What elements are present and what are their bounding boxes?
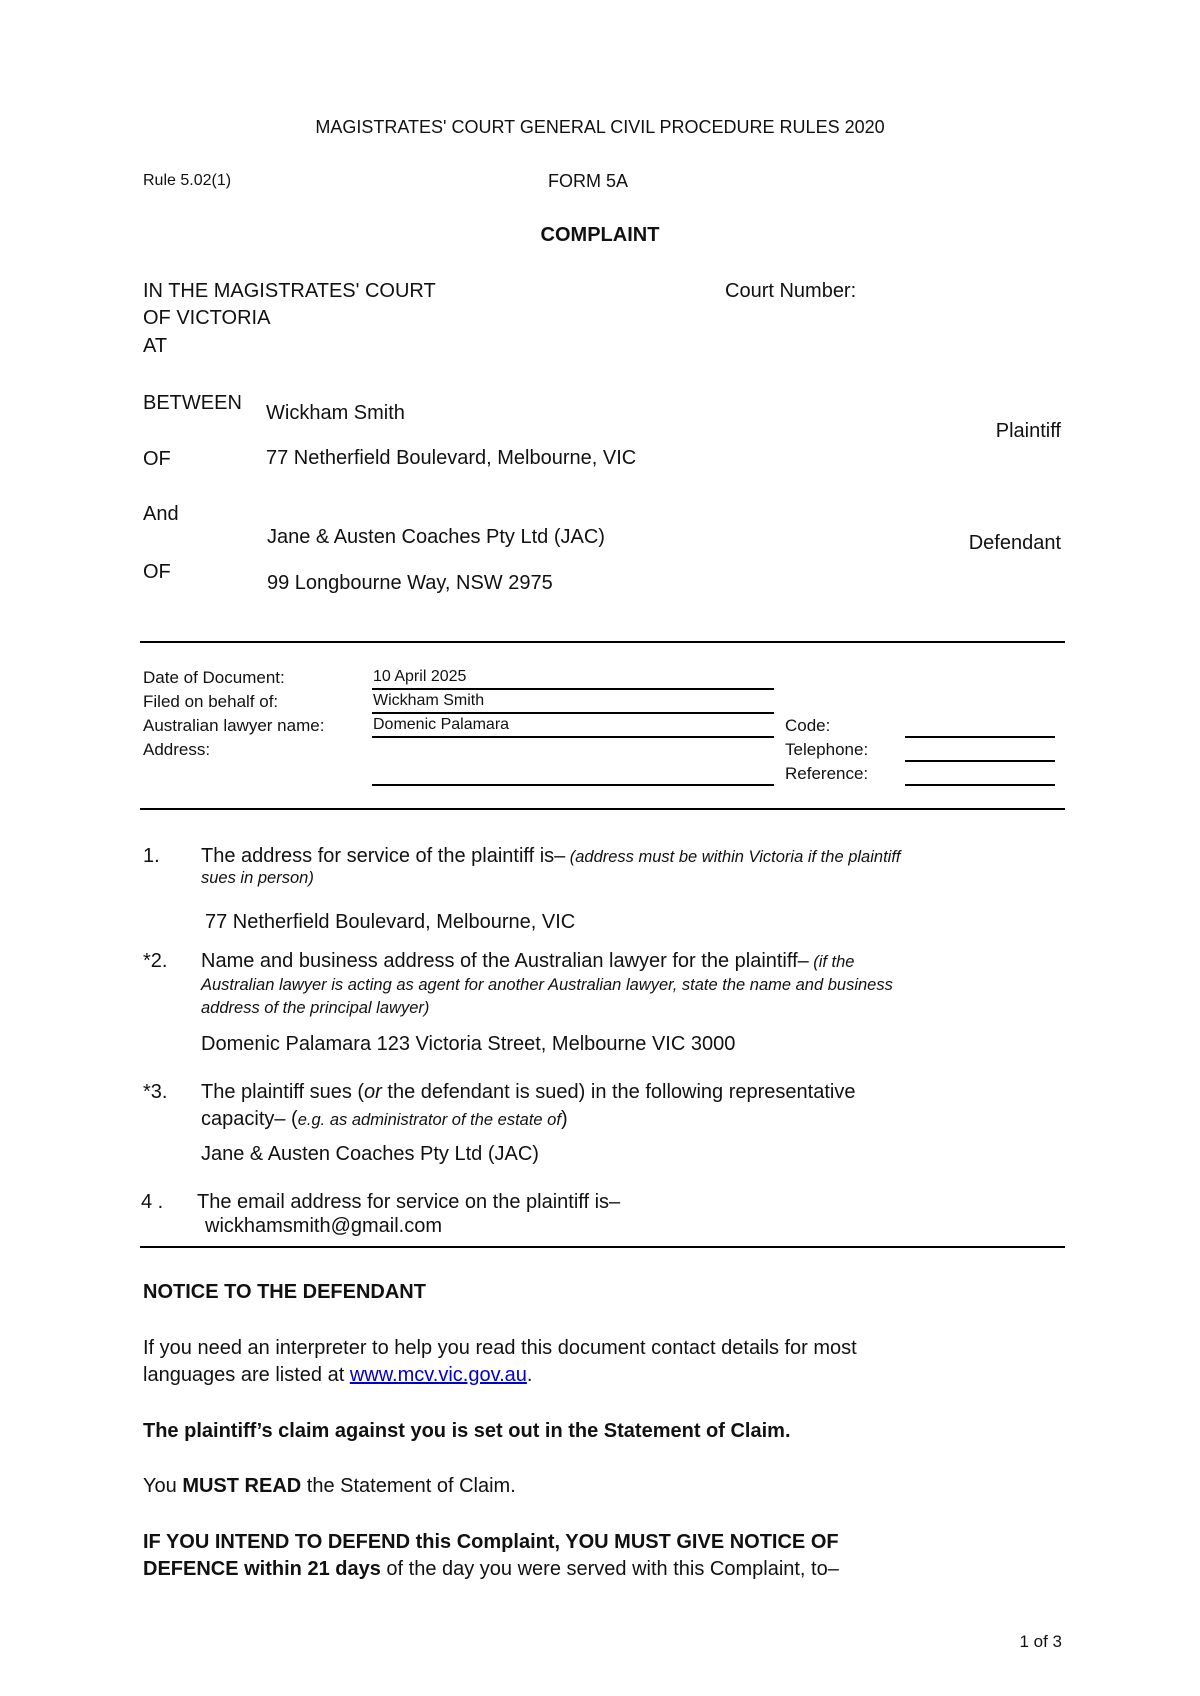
code-label: Code:: [785, 716, 831, 735]
must-read-start: You: [143, 1475, 183, 1497]
defend-line-1: IF YOU INTEND TO DEFEND this Complaint, YOU MUST GIVE NOTICE OF: [143, 1531, 839, 1553]
plaintiff-name: Wickham Smith: [266, 402, 405, 424]
defendant-address: 99 Longbourne Way, NSW 2975: [267, 572, 553, 594]
defendant-name: Jane & Austen Coaches Pty Ltd (JAC): [267, 526, 605, 548]
must-read-emphasis: MUST READ: [182, 1475, 302, 1497]
item-1-text: The address for service of the plaintiff is–: [201, 845, 566, 867]
item-1-note: (address must be within Victoria if the plaintiff: [569, 848, 901, 866]
item-3-capacity-line: [201, 1108, 568, 1131]
must-read-line: [143, 1475, 516, 1498]
item-2-value: Domenic Palamara 123 Victoria Street, Melbourne VIC 3000: [201, 1033, 736, 1055]
item-1-note-cont: sues in person): [201, 869, 314, 887]
and-label: And: [143, 503, 179, 525]
mcv-website-link[interactable]: www.mcv.vic.gov.au: [349, 1364, 527, 1386]
filed-value: Wickham Smith: [373, 692, 485, 709]
filed-underline: [372, 712, 774, 714]
item-4-number: 4 .: [141, 1191, 164, 1213]
date-label: Date of Document:: [143, 668, 285, 687]
interpreter-text: languages are listed at: [143, 1364, 350, 1386]
divider-rule: [140, 641, 1065, 643]
code-underline: [905, 736, 1055, 738]
lawyer-underline: [372, 736, 774, 738]
date-value: 10 April 2025: [373, 668, 467, 685]
defend-deadline: DEFENCE within 21 days: [143, 1558, 381, 1580]
divider-rule: [140, 808, 1065, 810]
item-2-note-end: address of the principal lawyer): [201, 999, 430, 1017]
item-1-value: 77 Netherfield Boulevard, Melbourne, VIC: [205, 911, 576, 933]
document-title: COMPLAINT: [540, 224, 660, 246]
notice-heading: NOTICE TO THE DEFENDANT: [143, 1281, 426, 1303]
item-2-number: *2.: [143, 950, 168, 972]
divider-rule: [140, 1246, 1065, 1248]
reference-label: Reference:: [785, 764, 869, 783]
court-line-3: AT: [143, 335, 168, 357]
lawyer-value: Domenic Palamara: [373, 716, 510, 733]
item-3-close: ): [560, 1108, 568, 1130]
item-2-text: Name and business address of the Australian lawyer for the plaintiff–: [201, 950, 809, 972]
of-label-plaintiff: OF: [143, 448, 171, 470]
item-4-text: The email address for service on the plaintiff is–: [197, 1191, 621, 1213]
court-number-label: Court Number:: [725, 280, 857, 302]
interpreter-line-1: If you need an interpreter to help you read this document contact details for most: [143, 1337, 857, 1359]
court-line-2: OF VICTORIA: [143, 307, 271, 329]
item-3-value: Jane & Austen Coaches Pty Ltd (JAC): [201, 1143, 539, 1165]
between-label: BETWEEN: [143, 392, 242, 414]
defend-line-2: [143, 1558, 839, 1581]
item-2-note: (if the: [813, 953, 855, 971]
item-3-note: e.g. as administrator of the estate of: [297, 1111, 561, 1129]
filed-label: Filed on behalf of:: [143, 692, 279, 711]
defendant-role: Defendant: [968, 532, 1061, 554]
must-read-end: the Statement of Claim.: [301, 1475, 516, 1497]
item-3-number: *3.: [143, 1081, 168, 1103]
item-1-number: 1.: [143, 845, 160, 867]
address-underline: [372, 784, 774, 786]
court-line-1: IN THE MAGISTRATES' COURT: [143, 280, 436, 302]
form-reference: FORM 5A: [548, 171, 629, 191]
interpreter-line-2: [143, 1364, 532, 1387]
plaintiff-address: 77 Netherfield Boulevard, Melbourne, VIC: [266, 447, 637, 469]
item-2-note-cont: Australian lawyer is acting as agent for another Australian lawyer, state the name and business: [201, 976, 893, 994]
reference-underline: [905, 784, 1055, 786]
item-3-or: or: [364, 1081, 382, 1103]
address-label: Address:: [143, 740, 211, 759]
of-label-defendant: OF: [143, 561, 171, 583]
telephone-label: Telephone:: [785, 740, 869, 759]
telephone-underline: [905, 760, 1055, 762]
item-3-text-end: the defendant is sued) in the following representative: [381, 1081, 856, 1103]
item-3-text-start: The plaintiff sues (: [201, 1081, 365, 1103]
item-4-value: wickhamsmith@gmail.com: [205, 1215, 443, 1237]
item-3-capacity: capacity– (: [201, 1108, 298, 1130]
defend-text: of the day you were served with this Complaint, to–: [380, 1558, 839, 1580]
claim-statement: The plaintiff’s claim against you is set out in the Statement of Claim.: [143, 1420, 791, 1442]
lawyer-label: Australian lawyer name:: [143, 716, 325, 735]
item-3-text-line: [201, 1081, 855, 1104]
page-number: 1 of 3: [1019, 1632, 1062, 1651]
item-2-text-line: [201, 950, 855, 973]
rules-title: MAGISTRATES' COURT GENERAL CIVIL PROCEDURE RULES 2020: [315, 117, 885, 137]
interpreter-period: .: [526, 1364, 533, 1386]
plaintiff-role: Plaintiff: [995, 420, 1061, 442]
item-1-text-line: [201, 845, 900, 868]
rule-reference: Rule 5.02(1): [143, 172, 232, 189]
date-underline: [372, 688, 774, 690]
